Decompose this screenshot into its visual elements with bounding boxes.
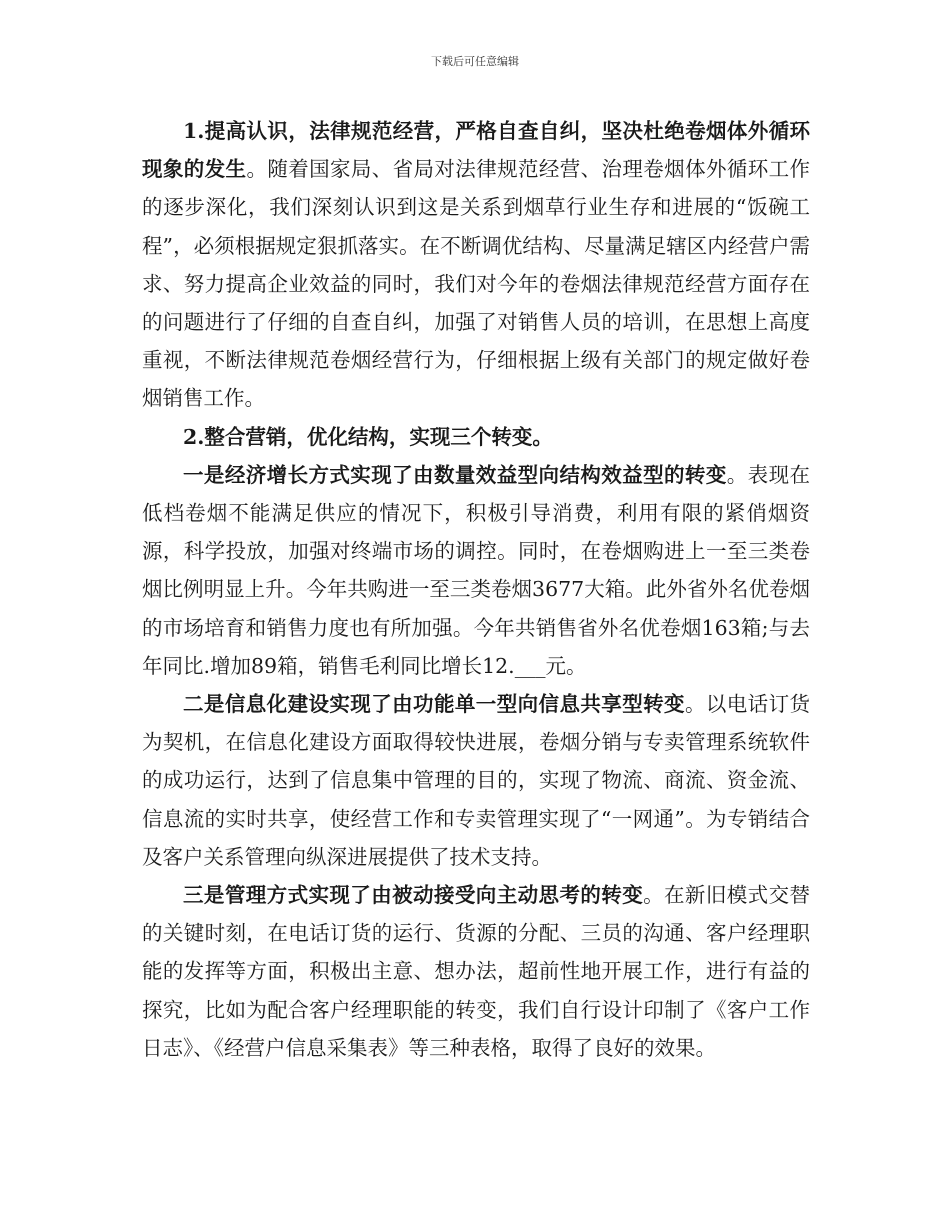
paragraph-3-text: 。表现在低档卷烟不能满足供应的情况下，积极引导消费，利用有限的紧俏烟资源，科学投放，加强对终端市场的调控。同时，在卷烟购进上一至三类卷烟比例明显上升。今年共购进一至三类卷烟3677大箱。此外省外名优卷烟的市场培育和销售力度也有所加强。今年共销售省外名优卷烟163箱;与去年同比.增加89箱，销售毛利同比增长12.___元。 [142, 462, 811, 678]
paragraph-1 [142, 112, 810, 418]
paragraph-2-heading: 2.整合营销，优化结构，实现三个转变。 [183, 424, 553, 449]
paragraph-5-text: 。在新旧模式交替的关键时刻，在电话订货的运行、货源的分配、三员的沟通、客户经理职能的发挥等方面，积极出主意、想办法，超前性地开展工作，进行有益的探究，比如为配合客户经理职能的转变，我们自行设计印制了《客户工作日志》、《经营户信息采集表》等三种表格，取得了良好的效果。 [142, 883, 811, 1060]
paragraph-4-text: 。以电话订货为契机，在信息化建设方面取得较快进展，卷烟分销与专卖管理系统软件的成功运行，达到了信息集中管理的目的，实现了物流、商流、资金流、信息流的实时共享，使经营工作和专卖管理实现了“一网通”。为专销结合及客户关系管理向纵深进展提供了技术支持。 [142, 692, 811, 869]
paragraph-5-heading: 三是管理方式实现了由被动接受向主动思考的转变 [183, 883, 644, 908]
document-body [142, 112, 810, 1067]
paragraph-4 [142, 685, 810, 876]
paragraph-3 [142, 456, 810, 685]
page-header: 下载后可任意编辑 [431, 55, 519, 68]
paragraph-3-heading: 一是经济增长方式实现了由数量效益型向结构效益型的转变 [183, 462, 727, 487]
paragraph-1-text: 。随着国家局、省局对法律规范经营、治理卷烟体外循环工作的逐步深化，我们深刻认识到这是关系到烟草行业生存和进展的“饭碗工程”，必须根据规定狠抓落实。在不断调优结构、尽量满足辖区内经营户需求、努力提高企业效益的同时，我们对今年的卷烟法律规范经营方面存在的问题进行了仔细的自查自纠，加强了对销售人员的培训，在思想上高度重视，不断法律规范卷烟经营行为，仔细根据上级有关部门的规定做好卷烟销售工作。 [142, 157, 811, 411]
paragraph-1-heading: 1.提高认识，法律规范经营，严格自查自纠，坚决杜绝卷烟体外循环现象的发生 [142, 119, 810, 182]
paragraph-4-heading: 二是信息化建设实现了由功能单一型向信息共享型转变 [183, 692, 685, 717]
paragraph-2 [142, 418, 810, 456]
paragraph-5 [142, 876, 810, 1067]
